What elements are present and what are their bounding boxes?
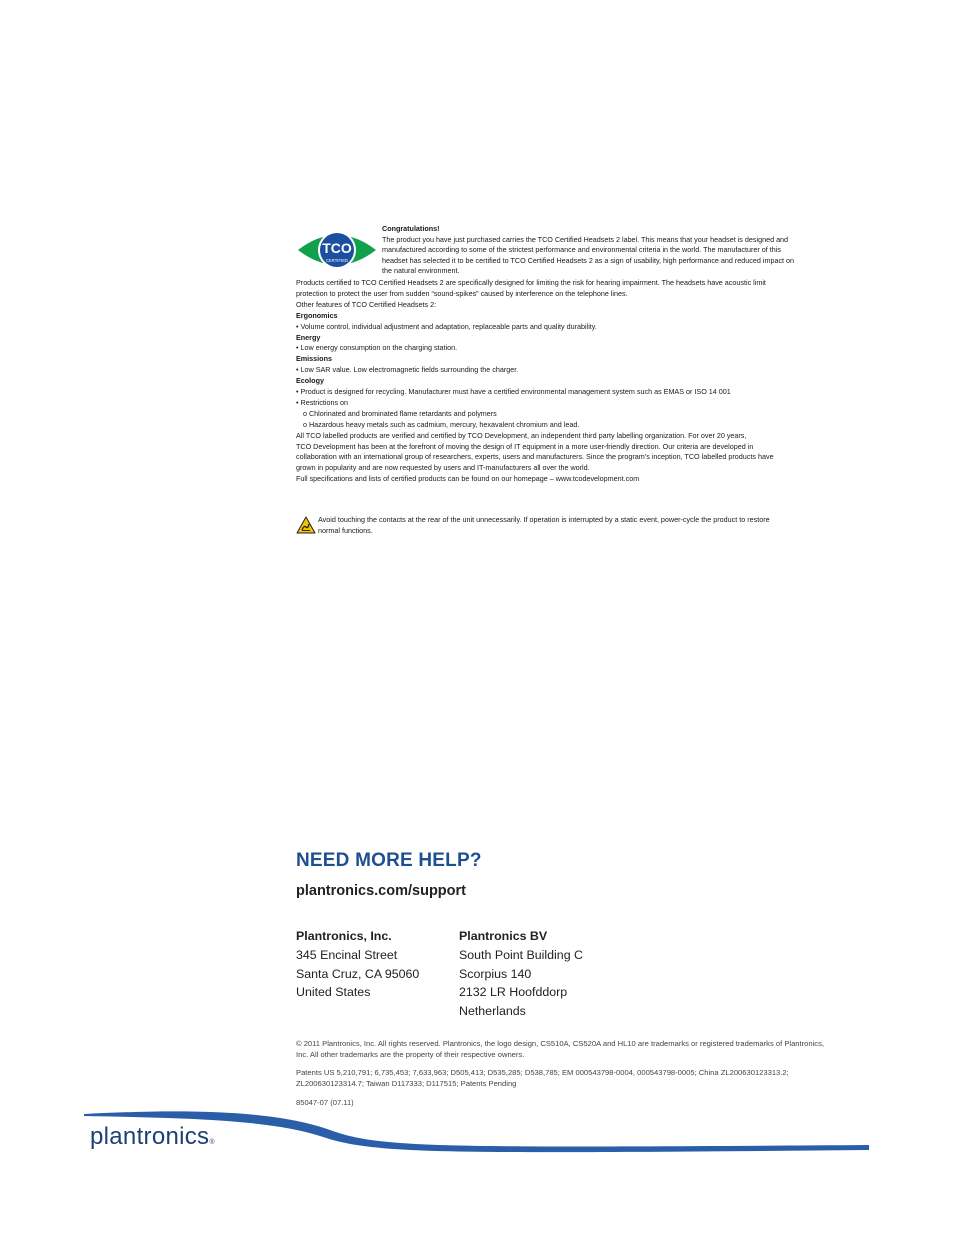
ecology-subitem: o Chlorinated and brominated flame retardants and polymers [303, 408, 497, 418]
plantronics-logo [90, 1125, 215, 1149]
tco-intro-line: the natural environment. [382, 266, 460, 276]
address-line: 345 Encinal Street [296, 947, 398, 962]
copyright-line: Inc. All other trademarks are the property of their respective owners. [296, 1050, 525, 1059]
tco-closing-line: All TCO labelled products are verified and certified by TCO Development, an independent third party labelling organization. For over 20 years, [296, 430, 747, 440]
address-company-name: Plantronics, Inc. [296, 929, 392, 943]
copyright-line: © 2011 Plantronics, Inc. All rights reserved. Plantronics, the logo design, CS510A, CS520A and HL10 are trademarks or registered trademarks of Plantronics, [296, 1039, 825, 1048]
tco-body-line: Products certified to TCO Certified Headsets 2 are specifically designed for limiting the risk for hearing impairment. The headsets have acoustic limit [296, 277, 766, 287]
energy-heading: Energy [296, 332, 321, 342]
plantronics-logo-wordmark: plantronics [90, 1123, 210, 1150]
copyright-notice [296, 1038, 878, 1060]
tco-heading: Congratulations! [382, 224, 440, 233]
address-company-name: Plantronics BV [459, 929, 548, 943]
esd-warning-line: normal functions. [318, 525, 373, 535]
tco-closing-line: TCO Development has been at the forefront of moving the design of IT equipment in a more user-friendly direction. Our criteria are developed in [296, 441, 754, 451]
tco-intro-line: manufactured according to some of the strictest performance and environmental criteria in the world. The manufacturer of this [382, 245, 781, 255]
energy-item: • Low energy consumption on the charging station. [296, 343, 458, 353]
ecology-item: • Restrictions on [296, 397, 349, 407]
tco-section [296, 224, 876, 485]
ergonomics-item: • Volume control, individual adjustment and adaptation, replaceable parts and quality durability. [296, 321, 597, 331]
ecology-item: • Product is designed for recycling. Manufacturer must have a certified environmental management system such as EMAS or ISO 14 001 [296, 387, 731, 397]
emissions-item: • Low SAR value. Low electromagnetic fields surrounding the charger. [296, 365, 519, 375]
tco-body [296, 278, 876, 485]
patents-line: Patents US 5,210,791; 6,735,453; 7,633,963; D505,413; D535,285; D538,785; EM 000543798-0004, 000543798-0005; China ZL200630123313.2; [296, 1068, 789, 1077]
address-plantronics-bv [459, 927, 583, 1021]
tco-logo-text: TCO [322, 240, 352, 256]
tco-logo-subtext: CERTIFIED [325, 258, 349, 263]
address-line: Netherlands [459, 1004, 526, 1019]
address-line: Santa Cruz, CA 95060 [296, 966, 420, 981]
help-title: NEED MORE HELP? [296, 850, 482, 871]
tco-closing-line: grown in popularity and are now requested by users and IT-manufacturers all over the world. [296, 463, 590, 473]
tco-intro [382, 224, 876, 277]
ecology-subitem: o Hazardous heavy metals such as cadmium, mercury, hexavalent chromium and lead. [303, 419, 580, 429]
address-line: South Point Building C [459, 947, 583, 962]
tco-intro-line: headset has selected it to be certified to TCO Certified Headsets 2 as a sign of usability, high performance and reduced impact on [382, 255, 795, 265]
patents-notice [296, 1067, 878, 1089]
support-url[interactable]: plantronics.com/support [296, 883, 466, 899]
address-line: United States [296, 985, 371, 1000]
address-line: 2132 LR Hoofddorp [459, 985, 568, 1000]
patents-line: ZL200630123314.7; Taiwan D117333; D117515; Patents Pending [296, 1079, 517, 1088]
part-number: 85047-07 (07.11) [296, 1098, 354, 1107]
emissions-heading: Emissions [296, 354, 332, 364]
esd-warning-line: Avoid touching the contacts at the rear of the unit unnecessarily. If operation is interrupted by a static event, power-cycle the product to restore [318, 515, 770, 524]
tco-intro-line: The product you have just purchased carries the TCO Certified Headsets 2 label. This means that your headset is designed and [382, 234, 789, 244]
esd-warning [296, 515, 876, 537]
tco-body-line: Other features of TCO Certified Headsets 2: [296, 299, 437, 309]
esd-warning-icon [296, 516, 316, 534]
ergonomics-heading: Ergonomics [296, 310, 338, 320]
ecology-heading: Ecology [296, 376, 324, 386]
tco-certified-logo [296, 224, 378, 276]
registered-mark: ® [209, 1139, 215, 1146]
address-plantronics-inc [296, 927, 419, 1002]
tco-closing-line: Full specifications and lists of certified products can be found on our homepage – www.tcodevelopment.com [296, 474, 640, 484]
tco-closing-line: collaboration with an international group of researchers, experts, users and manufacturers. Since the program’s inception, TCO labelled products have [296, 452, 774, 462]
tco-body-line: protection to protect the user from sudden “sound-spikes” caused by interference on the telephone lines. [296, 288, 628, 298]
esd-warning-text [318, 515, 876, 537]
address-line: Scorpius 140 [459, 966, 532, 981]
